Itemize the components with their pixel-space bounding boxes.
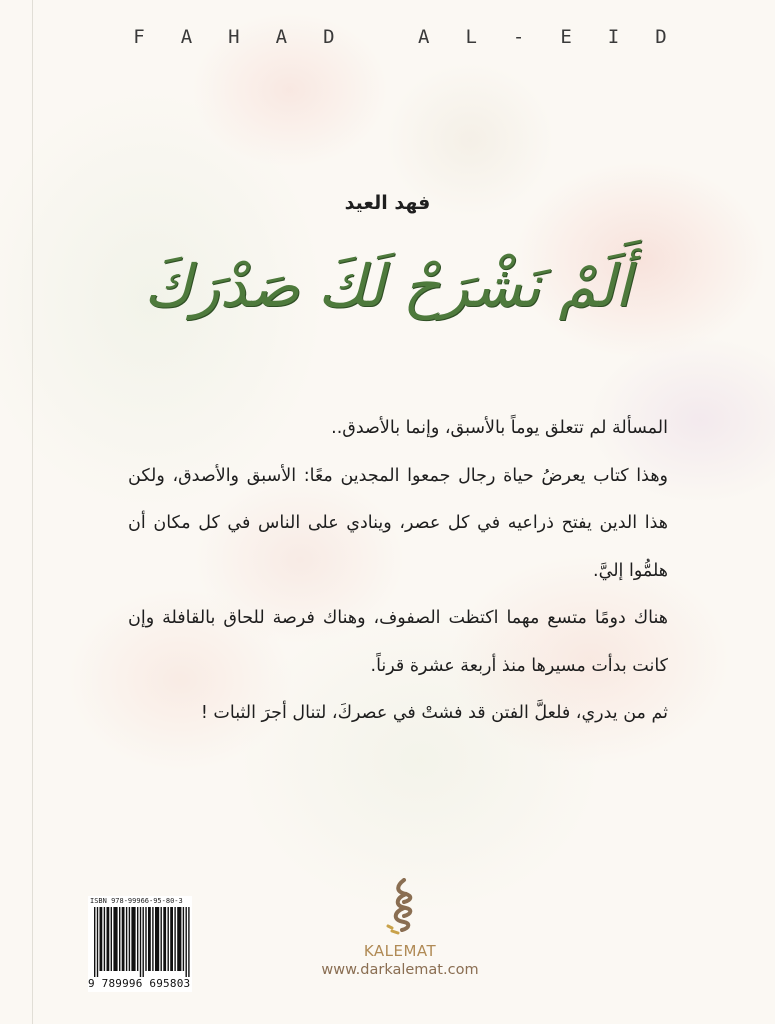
- letter: A: [275, 26, 288, 48]
- blurb-paragraph: ثم من يدري، فلعلَّ الفتن قد فشتْ في عصركَ، لتنال أجرَ الثبات !: [200, 703, 668, 723]
- isbn-digits: 9 789996 695803: [88, 977, 191, 990]
- flame-ribbon-logo-icon: [382, 878, 418, 938]
- letter: D: [655, 26, 667, 48]
- letter: -: [512, 26, 525, 48]
- blurb-paragraph: هناك دومًا متسع مهما اكتظت الصفوف، وهناك فرصة للحاق بالقافلة وإن كانت بدأت مسيرها منذ أربعة عشرة قرناً.: [128, 608, 668, 676]
- barcode-bars-icon: [94, 907, 190, 977]
- publisher-url[interactable]: www.darkalemat.com: [321, 962, 479, 978]
- book-title: أَلَمْ نَشْرَحْ لَكَ صَدْرَكَ: [143, 252, 632, 320]
- letter: E: [560, 26, 572, 48]
- letter: F: [133, 26, 145, 48]
- publisher-name: KALEMAT: [363, 942, 437, 960]
- spine-edge: [32, 0, 33, 1024]
- letter: L: [465, 26, 477, 48]
- blurb-paragraph: المسألة لم تتعلق يوماً بالأسبق، وإنما بالأصدق..: [331, 418, 668, 438]
- letter: H: [228, 26, 240, 48]
- letter: D: [323, 26, 335, 48]
- letter: [367, 26, 385, 48]
- isbn-barcode: [88, 896, 192, 992]
- blurb-text: [128, 405, 668, 738]
- letter: I: [607, 26, 620, 48]
- publisher-block: [300, 878, 500, 978]
- isbn-label: ISBN 978-99966-95-80-3: [90, 897, 183, 905]
- letter: A: [180, 26, 193, 48]
- author-name-latin: [130, 26, 670, 48]
- blurb-paragraph: وهذا كتاب يعرضُ حياة رجال جمعوا المجدين معًا: الأسبق والأصدق، ولكن هذا الدين يفتح ذراعيه في كل عصر، وينادي على الناس في كل مكان أن هلمُّوا إليَّ.: [128, 465, 668, 581]
- letter: A: [417, 26, 430, 48]
- author-name-arabic: فهد العيد: [344, 192, 431, 214]
